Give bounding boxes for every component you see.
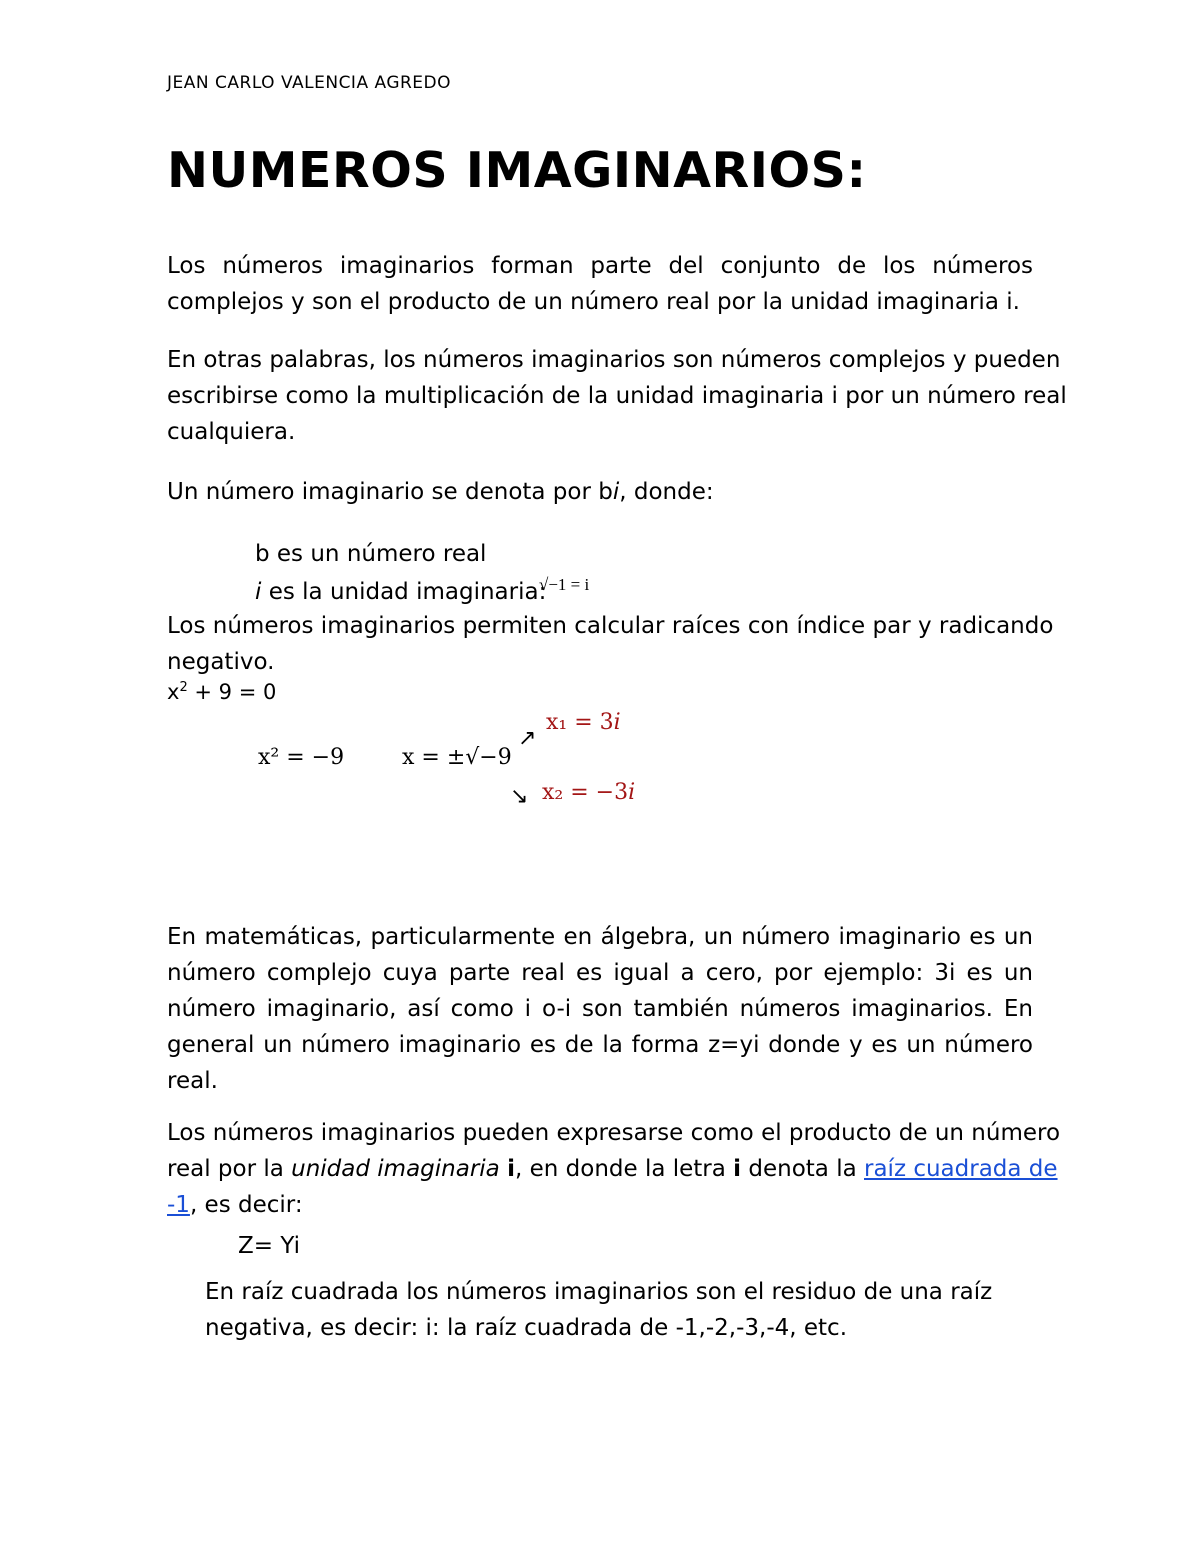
list-item-i	[255, 574, 546, 610]
formula-z: Z= Yi	[238, 1233, 300, 1259]
paragraph-line: Los números imaginarios pueden expresarse como el producto de un número	[167, 1120, 1061, 1146]
author-header: JEAN CARLO VALENCIA AGREDO	[167, 73, 452, 93]
equation-main	[167, 680, 276, 704]
sqrt-formula: √−1 = i	[539, 575, 590, 594]
paragraph-line: número complejo cuya parte real es igual a cero, por ejemplo: 3i es un	[167, 960, 1033, 986]
paragraph-line: negativa, es decir: i: la raíz cuadrada de -1,-2,-3,-4, etc.	[205, 1315, 848, 1341]
paragraph-line: escribirse como la multiplicación de la unidad imaginaria i por un número real	[167, 383, 1067, 409]
eq-base: x	[167, 680, 180, 704]
text: , es decir:	[189, 1192, 303, 1218]
paragraph-definition	[167, 919, 1033, 1099]
paragraph-line: En otras palabras, los números imaginarios son números complejos y pueden	[167, 347, 1061, 373]
text: denota la	[741, 1156, 864, 1182]
x1-lhs: x₁ = 3	[546, 710, 614, 735]
list-item-b: b es un número real	[255, 541, 487, 567]
sqrt-link[interactable]: raíz cuadrada de	[864, 1156, 1058, 1182]
paragraph-line	[167, 1151, 1058, 1187]
paragraph-line: Los números imaginarios permiten calcular raíces con índice par y radicando	[167, 613, 1054, 639]
x2-lhs: x₂ = −3	[542, 780, 629, 805]
x2-i: i	[628, 780, 636, 805]
bold-i: i	[733, 1156, 742, 1182]
paragraph-line: En matemáticas, particularmente en álgebra, un número imaginario es un	[167, 924, 1033, 950]
equation-step-1: x² = −9	[258, 745, 345, 770]
solution-x2	[542, 780, 635, 805]
text: , donde:	[619, 479, 714, 505]
solution-x1	[546, 710, 621, 735]
text: , en donde la letra	[514, 1156, 734, 1182]
paragraph-line: real.	[167, 1068, 218, 1094]
paragraph-line: cualquiera.	[167, 419, 296, 445]
paragraph-other-words	[167, 342, 1067, 450]
paragraph-intro	[167, 248, 1033, 320]
paragraph-line: negativo.	[167, 649, 275, 675]
paragraph-line: En raíz cuadrada los números imaginarios son el residuo de una raíz	[205, 1279, 993, 1305]
arrow-up-icon: ↗	[518, 726, 537, 751]
page-title: NUMEROS IMAGINARIOS:	[167, 142, 867, 199]
paragraph-product	[167, 1115, 1061, 1223]
paragraph-residue	[205, 1274, 992, 1346]
text: es la unidad imaginaria:	[261, 579, 547, 605]
text: real por la	[167, 1156, 292, 1182]
italic-i: i	[255, 579, 262, 605]
x1-i: i	[613, 710, 621, 735]
italic-text: unidad imaginaria	[291, 1156, 500, 1182]
equation-step-2: x = ±√−9	[402, 745, 512, 770]
paragraph-line: número imaginario, así como i o-i son también números imaginarios. En	[167, 996, 1033, 1022]
eq-rest: + 9 = 0	[187, 680, 277, 704]
arrow-down-icon: ↘	[510, 784, 529, 809]
bold-i: i	[507, 1156, 515, 1182]
paragraph-roots	[167, 608, 1053, 680]
paragraph-line: complejos y son el producto de un número real por la unidad imaginaria i.	[167, 289, 1020, 315]
paragraph-line	[167, 1187, 1033, 1223]
paragraph-line: Los números imaginarios forman parte del conjunto de los números	[167, 253, 1033, 279]
text	[500, 1156, 507, 1182]
sqrt-link-cont[interactable]: -1	[167, 1192, 190, 1218]
italic-i: i	[612, 479, 620, 505]
paragraph-denotation	[167, 474, 714, 510]
eq-exponent: 2	[179, 680, 188, 695]
paragraph-line: general un número imaginario es de la forma z=yi donde y es un número	[167, 1032, 1033, 1058]
text: Un número imaginario se denota por b	[167, 479, 613, 505]
